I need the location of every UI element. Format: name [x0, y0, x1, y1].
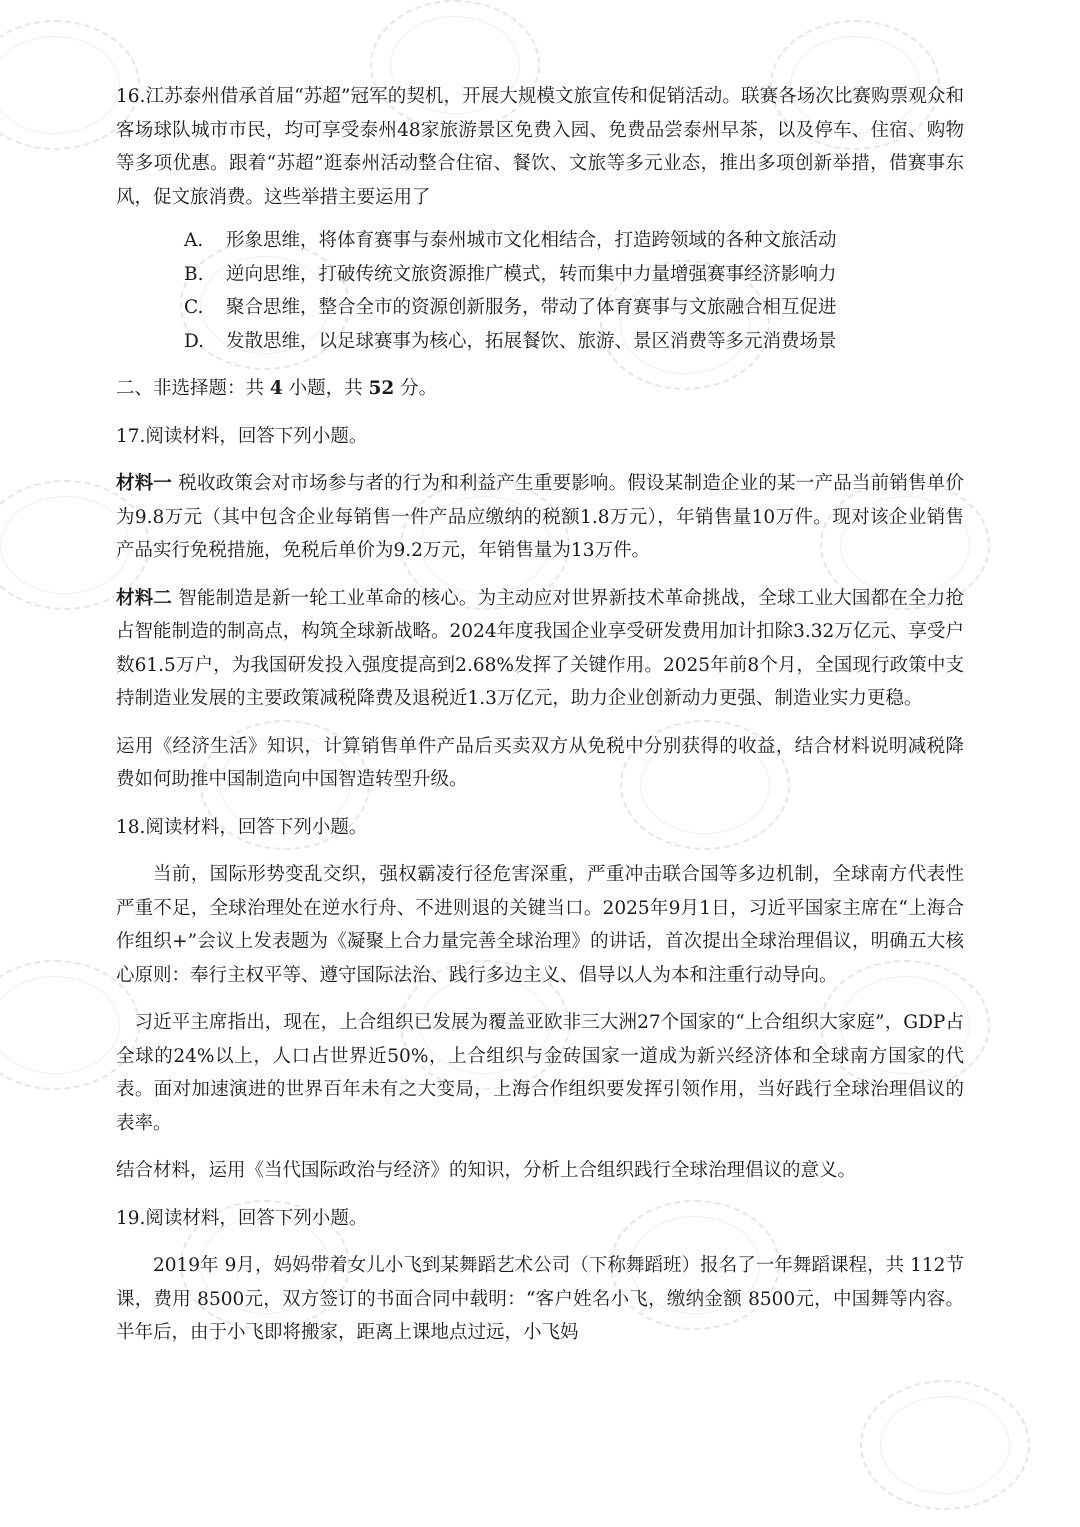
q16-option-a	[116, 224, 964, 258]
exam-page	[116, 80, 964, 1350]
q16-option-c	[116, 291, 964, 325]
material-label: 材料一	[116, 473, 173, 494]
section-heading: 二、非选择题：共 4 小题，共 52 分。	[116, 378, 438, 399]
q19-intro: 19.阅读材料，回答下列小题。	[116, 1207, 368, 1229]
q18-paragraph-2: 习近平主席指出，现在，上合组织已发展为覆盖亚欧非三大洲27个国家的“上合组织大家庭”，GDP占全球的24%以上，人口占世界近50%，上合组织与金砖国家一道成为新兴经济体和全球南方国家的代表。面对加速演进的世界百年未有之大变局，上海合作组织要发挥引领作用，当好践行全球治理倡议的表率。	[116, 1012, 964, 1134]
option-key: D.	[184, 330, 205, 352]
material-label: 材料二	[116, 587, 173, 609]
option-key: C.	[184, 297, 204, 318]
q19-paragraph-1: 2019年 9月，妈妈带着女儿小飞到某舞蹈艺术公司（下称舞蹈班）报名了一年舞蹈课程，共 112节课，费用 8500元，双方签订的书面合同中载明：“客户姓名小飞，缴纳金额 8500元，中国舞等内容。半年后，由于小飞即将搬家，距离上课地点过远，小飞妈	[116, 1255, 964, 1343]
q17-material-1: 材料一 税收政策会对市场参与者的行为和利益产生重要影响。假设某制造企业的某一产品当前销售单价为9.8万元（其中包含企业每销售一件产品应缴纳的税额1.8万元），年销售量10万件。现对该企业销售产品实行免税措施，免税后单价为9.2万元，年销售量为13万件。	[116, 473, 964, 561]
option-text: 聚合思维，整合全市的资源创新服务，带动了体育赛事与文旅融合相互促进	[226, 297, 837, 318]
option-text: 逆向思维，打破传统文旅资源推广模式，转而集中力量增强赛事经济影响力	[226, 263, 837, 285]
option-key: B.	[184, 263, 204, 285]
q18-intro: 18.阅读材料，回答下列小题。	[116, 816, 368, 838]
q16-stem: 16.江苏泰州借承首届“苏超”冠军的契机，开展大规模文旅宣传和促销活动。联赛各场次比赛购票观众和客场球队城市市民，均可享受泰州48家旅游景区免费入园、免费品尝泰州早茶，以及停车、住宿、购物等多项优惠。跟着“苏超”逛泰州活动整合住宿、餐饮、文旅等多元业态，推出多项创新举措，借赛事东风，促文旅消费。这些举措主要运用了	[116, 86, 964, 208]
q16-option-d	[116, 325, 964, 359]
watermark-stamp	[860, 1380, 1030, 1510]
q18-paragraph-1: 当前，国际形势变乱交织，强权霸凌行径危害深重，严重冲击联合国等多边机制，全球南方代表性严重不足，全球治理处在逆水行舟、不进则退的关键当口。2025年9月1日，习近平国家主席在“上海合作组织+”会议上发表题为《凝聚上合力量完善全球治理》的讲话，首次提出全球治理倡议，明确五大核心原则：奉行主权平等、遵守国际法治、践行多边主义、倡导以人为本和注重行动导向。	[116, 864, 964, 986]
q18-question: 结合材料，运用《当代国际政治与经济》的知识，分析上合组织践行全球治理倡议的意义。	[116, 1160, 857, 1181]
option-key: A.	[184, 230, 204, 251]
q16-option-b	[116, 258, 964, 292]
option-text: 形象思维，将体育赛事与泰州城市文化相结合，打造跨领域的各种文旅活动	[226, 230, 837, 251]
q17-intro: 17.阅读材料，回答下列小题。	[116, 425, 368, 447]
q17-question: 运用《经济生活》知识，计算销售单件产品后买卖双方从免税中分别获得的收益，结合材料说明减税降费如何助推中国制造向中国智造转型升级。	[116, 735, 964, 790]
q17-material-2: 材料二 智能制造是新一轮工业革命的核心。为主动应对世界新技术革命挑战，全球工业大国都在全力抢占智能制造的制高点，构筑全球新战略。2024年度我国企业享受研发费用加计扣除3.32万亿元、享受户数61.5万户，为我国研发投入强度提高到2.68%发挥了关键作用。2025年前8个月，全国现行政策中支持制造业发展的主要政策减税降费及退税近1.3万亿元，助力企业创新动力更强、制造业实力更稳。	[116, 587, 964, 709]
option-text: 发散思维，以足球赛事为核心，拓展餐饮、旅游、景区消费等多元消费场景	[226, 330, 837, 352]
